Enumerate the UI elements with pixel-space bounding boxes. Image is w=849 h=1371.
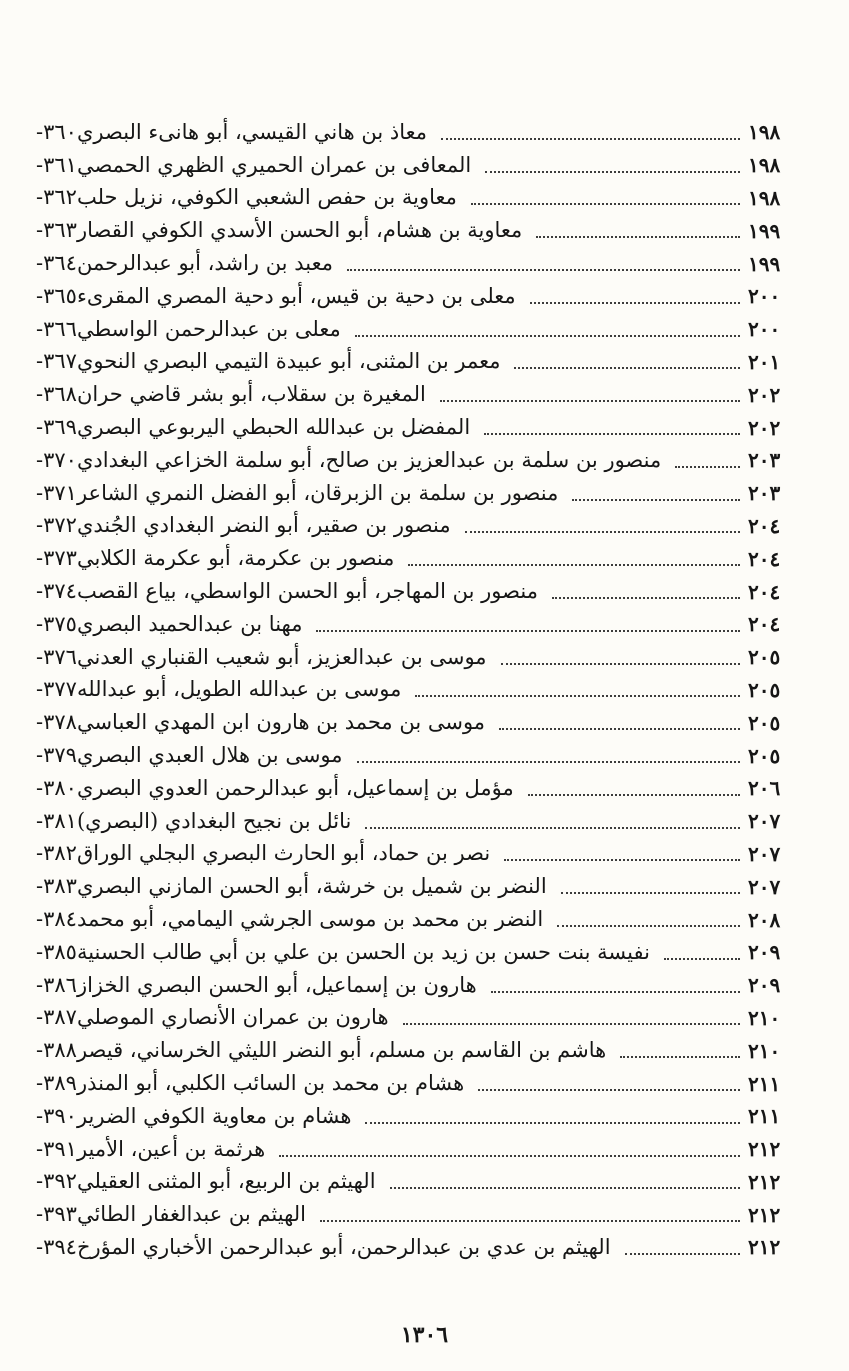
table-of-contents: [36, 116, 800, 1264]
entry-page: ٢٠١: [748, 349, 781, 374]
toc-entry: [36, 838, 800, 871]
entry-number: ٣٩٢-: [36, 1169, 77, 1194]
entry-page: ٢١١: [748, 1104, 781, 1129]
toc-entry: [36, 903, 800, 936]
toc-entry: [36, 1166, 800, 1199]
entry-title: منصور بن سلمة بن عبدالعزيز بن صالح، أبو سلمة الخزاعي البغدادي: [76, 447, 662, 472]
dot-leader: [561, 891, 740, 894]
entry-page: ٢٠٢: [748, 382, 781, 407]
entry-title: نصر بن حماد، أبو الحارث البصري البجلي الوراق: [76, 841, 491, 866]
entry-page: ٢٠٩: [748, 940, 781, 965]
entry-number: ٣٩١-: [36, 1136, 77, 1161]
entry-page: ٢٠٢: [748, 415, 781, 440]
dot-leader: [675, 465, 740, 468]
entry-title: معلى بن عبدالرحمن الواسطي: [76, 316, 341, 341]
entry-page: ٢٠٩: [748, 973, 781, 998]
dot-leader: [501, 662, 740, 665]
dot-leader: [320, 1219, 740, 1222]
entry-page: ٢٠٨: [748, 907, 781, 932]
dot-leader: [471, 202, 740, 205]
entry-number: ٣٧٤-: [36, 579, 77, 604]
entry-page: ٢٠٦: [748, 776, 781, 801]
dot-leader: [485, 170, 740, 173]
entry-number: ٣٦٥-: [36, 283, 77, 308]
entry-number: ٣٨٧-: [36, 1005, 77, 1030]
toc-entry: [36, 870, 800, 903]
toc-entry: [36, 542, 800, 575]
entry-title: الهيثم بن الربيع، أبو المثنى العقيلي: [76, 1169, 376, 1194]
toc-entry: [36, 674, 800, 707]
entry-number: ٣٨٤-: [36, 907, 77, 932]
toc-entry: [36, 936, 800, 969]
entry-title: هشام بن محمد بن السائب الكلبي، أبو المنذر: [76, 1071, 465, 1095]
entry-page: ١٩٨: [748, 153, 781, 178]
toc-entry: [36, 247, 800, 280]
page-number: ١٣٠٦: [400, 1322, 449, 1348]
entry-number: ٣٧١-: [36, 480, 77, 505]
dot-leader: [478, 1088, 740, 1091]
entry-number: ٣٧٥-: [36, 611, 77, 636]
entry-page: ٢٠٥: [748, 743, 781, 768]
entry-title: منصور بن صقير، أبو النضر البغدادي الجُندي: [76, 513, 451, 538]
toc-entry: [36, 149, 800, 182]
toc-entry: [36, 1002, 800, 1035]
entry-number: ٣٨٣-: [36, 874, 77, 899]
entry-title: موسى بن عبدالعزيز، أبو شعيب القنباري العدني: [76, 644, 487, 669]
entry-number: ٣٧٩-: [36, 743, 77, 768]
toc-entry: [36, 739, 800, 772]
entry-number: ٣٩٤-: [36, 1234, 77, 1259]
toc-entry: [36, 1100, 800, 1133]
dot-leader: [572, 498, 740, 501]
dot-leader: [440, 399, 740, 402]
entry-page: ٢٠٥: [748, 677, 781, 702]
entry-page: ١٩٨: [748, 120, 781, 145]
entry-page: ٢١٢: [748, 1235, 781, 1260]
entry-number: ٣٦٤-: [36, 251, 77, 276]
toc-entry: [36, 477, 800, 510]
entry-number: ٣٩٣-: [36, 1202, 77, 1227]
entry-page: ٢٠٧: [748, 874, 781, 899]
entry-number: ٣٨٠-: [36, 775, 77, 800]
entry-title: المعافى بن عمران الحميري الظهري الحمصي: [76, 152, 472, 177]
dot-leader: [491, 990, 740, 993]
entry-number: ٣٦٧-: [36, 349, 77, 374]
entry-title: الهيثم بن عدي بن عبدالرحمن، أبو عبدالرحمن الأخباري المؤرخ: [76, 1234, 611, 1259]
dot-leader: [504, 858, 740, 861]
entry-page: ٢٠٣: [748, 448, 781, 473]
entry-number: ٣٧٣-: [36, 546, 77, 571]
entry-title: نائل بن نجيح البغدادي (البصري): [76, 808, 352, 833]
entry-page: ٢٠٣: [748, 481, 781, 506]
entry-page: ١٩٨: [748, 185, 781, 210]
entry-title: منصور بن المهاجر، أبو الحسن الواسطي، بياع القصب: [76, 579, 538, 604]
dot-leader: [620, 1055, 740, 1058]
toc-entry: [36, 772, 800, 805]
entry-number: ٣٨١-: [36, 808, 77, 833]
entry-title: منصور بن عكرمة، أبو عكرمة الكلابي: [76, 546, 395, 571]
entry-title: موسى بن عبدالله الطويل، أبو عبدالله: [76, 677, 402, 702]
dot-leader: [357, 760, 740, 763]
entry-number: ٣٦١-: [36, 152, 77, 177]
entry-number: ٣٩٠-: [36, 1103, 77, 1128]
dot-leader: [365, 826, 740, 829]
dot-leader: [664, 957, 740, 960]
entry-page: ٢٠٠: [748, 284, 781, 309]
toc-entry: [36, 1067, 800, 1100]
entry-title: الهيثم بن عبدالغفار الطائي: [76, 1202, 306, 1227]
entry-page: ٢١٠: [748, 1005, 781, 1030]
entry-title: هاشم بن القاسم بن مسلم، أبو النضر الليثي الخرساني، قيصر: [76, 1038, 607, 1063]
entry-title: هارون بن عمران الأنصاري الموصلي: [76, 1005, 389, 1030]
entry-title: معاوية بن حفص الشعبي الكوفي، نزيل حلب: [76, 185, 457, 210]
entry-number: ٣٧٠-: [36, 447, 77, 472]
toc-entry: [36, 706, 800, 739]
dot-leader: [499, 727, 740, 730]
entry-page: ٢١٢: [748, 1169, 781, 1194]
entry-page: ٢٠٤: [748, 513, 781, 538]
toc-entry: [36, 575, 800, 608]
entry-page: ٢٠٤: [748, 612, 781, 637]
entry-page: ١٩٩: [748, 218, 781, 243]
dot-leader: [530, 301, 740, 304]
entry-title: هشام بن معاوية الكوفي الضرير: [76, 1103, 352, 1128]
entry-page: ٢٠٠: [748, 317, 781, 342]
entry-number: ٣٦٦-: [36, 316, 77, 341]
toc-entry: [36, 444, 800, 477]
entry-number: ٣٦٢-: [36, 185, 77, 210]
toc-entry: [36, 1198, 800, 1231]
toc-entry: [36, 378, 800, 411]
entry-number: ٣٨٨-: [36, 1038, 77, 1063]
dot-leader: [347, 268, 740, 271]
entry-number: ٣٨٩-: [36, 1071, 77, 1095]
entry-title: معمر بن المثنى، أبو عبيدة التيمي البصري النحوي: [76, 349, 501, 374]
entry-page: ٢٠٥: [748, 645, 781, 670]
entry-page: ٢٠٥: [748, 710, 781, 735]
entry-title: النضر بن شميل بن خرشة، أبو الحسن المازني البصري: [76, 874, 547, 899]
entry-title: موسى بن هلال العبدي البصري: [76, 743, 343, 768]
dot-leader: [441, 137, 740, 140]
toc-entry: [36, 969, 800, 1002]
dot-leader: [536, 235, 740, 238]
entry-title: مؤمل بن إسماعيل، أبو عبدالرحمن العدوي البصري: [76, 775, 514, 800]
toc-entry: [36, 1034, 800, 1067]
toc-entry: [36, 313, 800, 346]
entry-page: ٢١٠: [748, 1038, 781, 1063]
entry-page: ٢١٢: [748, 1202, 781, 1227]
dot-leader: [514, 366, 740, 369]
dot-leader: [390, 1186, 740, 1189]
entry-title: معاوية بن هشام، أبو الحسن الأسدي الكوفي القصار: [76, 218, 523, 243]
entry-page: ٢٠٤: [748, 546, 781, 571]
toc-entry: [36, 346, 800, 379]
entry-title: منصور بن سلمة بن الزبرقان، أبو الفضل النمري الشاعر: [76, 480, 559, 505]
entry-title: معاذ بن هاني القيسي، أبو هانىء البصري: [76, 119, 428, 144]
entry-title: هرثمة بن أعين، الأمير: [76, 1136, 266, 1161]
dot-leader: [465, 530, 740, 533]
toc-entry: [36, 280, 800, 313]
dot-leader: [484, 432, 740, 435]
entry-number: ٣٧٢-: [36, 513, 77, 538]
dot-leader: [557, 924, 740, 927]
entry-page: ٢٠٤: [748, 579, 781, 604]
dot-leader: [552, 596, 740, 599]
entry-title: موسى بن محمد بن هارون ابن المهدي العباسي: [76, 710, 486, 735]
toc-entry: [36, 411, 800, 444]
entry-number: ٣٦٩-: [36, 415, 77, 440]
entry-title: معبد بن راشد، أبو عبدالرحمن: [76, 251, 333, 276]
entry-number: ٣٨٥-: [36, 939, 77, 964]
dot-leader: [415, 694, 740, 697]
dot-leader: [316, 629, 740, 632]
toc-entry: [36, 116, 800, 149]
dot-leader: [408, 563, 740, 566]
entry-page: ١٩٩: [748, 251, 781, 276]
entry-title: المغيرة بن سقلاب، أبو بشر قاضي حران: [76, 382, 426, 407]
dot-leader: [625, 1252, 740, 1255]
entry-number: ٣٨٢-: [36, 841, 77, 866]
entry-number: ٣٧٧-: [36, 677, 77, 702]
toc-entry: [36, 805, 800, 838]
entry-number: ٣٦٠-: [36, 119, 77, 144]
entry-number: ٣٦٨-: [36, 382, 77, 407]
toc-entry: [36, 510, 800, 543]
dot-leader: [365, 1121, 740, 1124]
toc-entry: [36, 214, 800, 247]
entry-title: معلى بن دحية بن قيس، أبو دحية المصري المقرىء: [76, 283, 516, 308]
toc-entry: [36, 182, 800, 215]
entry-page: ٢١١: [748, 1071, 781, 1096]
entry-number: ٣٦٣-: [36, 218, 77, 243]
entry-title: المفضل بن عبدالله الحبطي اليربوعي البصري: [76, 415, 471, 440]
entry-number: ٣٨٦-: [36, 972, 77, 997]
entry-number: ٣٧٨-: [36, 710, 77, 735]
toc-entry: [36, 1133, 800, 1166]
entry-page: ٢١٢: [748, 1137, 781, 1162]
dot-leader: [279, 1154, 740, 1157]
dot-leader: [355, 334, 740, 337]
entry-title: نفيسة بنت حسن بن زيد بن الحسن بن علي بن أبي طالب الحسنية: [76, 939, 650, 964]
entry-page: ٢٠٧: [748, 841, 781, 866]
dot-leader: [528, 793, 740, 796]
entry-title: مهنا بن عبدالحميد البصري: [76, 611, 303, 636]
entry-page: ٢٠٧: [748, 809, 781, 834]
toc-entry: [36, 641, 800, 674]
entry-number: ٣٧٦-: [36, 644, 77, 669]
entry-title: النضر بن محمد بن موسى الجرشي اليمامي، أبو محمد: [76, 907, 544, 932]
toc-entry: [36, 1231, 800, 1264]
toc-entry: [36, 608, 800, 641]
dot-leader: [403, 1022, 740, 1025]
entry-title: هارون بن إسماعيل، أبو الحسن البصري الخزاز: [76, 972, 477, 997]
